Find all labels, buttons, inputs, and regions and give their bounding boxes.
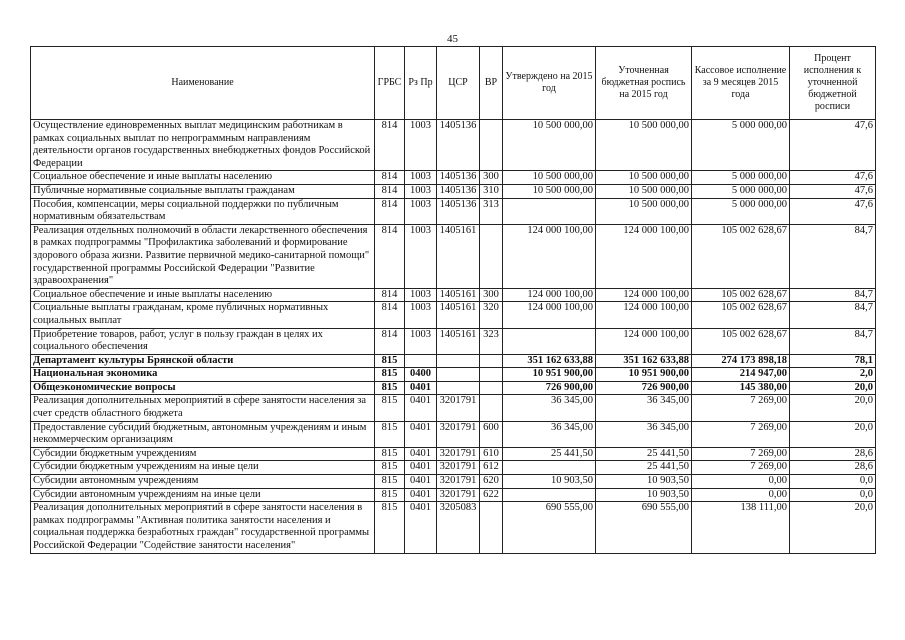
- cell-percent: 47,6: [790, 171, 876, 185]
- cell-grbs: 815: [375, 368, 405, 382]
- cell-approved: [503, 488, 596, 502]
- cell-name: Реализация отдельных полномочий в области лекарственного обеспечения в рамках подпрограммы "Профилактика заболеваний и формирование здорового образа жизни. Развитие первичной медико-санитарной помощи" государственной программы Российской Федерации "Развитие здравоохранения": [31, 224, 375, 288]
- cell-percent: 20,0: [790, 395, 876, 421]
- cell-cash: 5 000 000,00: [692, 198, 790, 224]
- header-cash: Кассовое исполнение за 9 месяцев 2015 года: [692, 47, 790, 120]
- cell-approved: 10 500 000,00: [503, 171, 596, 185]
- cell-percent: 47,6: [790, 120, 876, 171]
- cell-approved: 10 500 000,00: [503, 120, 596, 171]
- cell-percent: 47,6: [790, 198, 876, 224]
- cell-csr: [437, 368, 480, 382]
- cell-grbs: 815: [375, 475, 405, 489]
- cell-rzpr: 1003: [405, 328, 437, 354]
- cell-grbs: 814: [375, 288, 405, 302]
- cell-cash: 105 002 628,67: [692, 224, 790, 288]
- cell-grbs: 814: [375, 198, 405, 224]
- cell-approved: 25 441,50: [503, 447, 596, 461]
- cell-refined: 10 500 000,00: [596, 198, 692, 224]
- cell-percent: 0,0: [790, 488, 876, 502]
- header-name: Наименование: [31, 47, 375, 120]
- cell-percent: 28,6: [790, 461, 876, 475]
- cell-cash: 105 002 628,67: [692, 328, 790, 354]
- cell-csr: 1405136: [437, 184, 480, 198]
- cell-name: Общеэкономические вопросы: [31, 381, 375, 395]
- cell-csr: 3205083: [437, 502, 480, 553]
- cell-approved: 124 000 100,00: [503, 288, 596, 302]
- cell-grbs: 814: [375, 184, 405, 198]
- cell-name: Субсидии автономным учреждениям: [31, 475, 375, 489]
- cell-name: Социальные выплаты гражданам, кроме публичных нормативных социальных выплат: [31, 302, 375, 328]
- cell-refined: 124 000 100,00: [596, 328, 692, 354]
- cell-csr: 3201791: [437, 475, 480, 489]
- cell-vr: 610: [480, 447, 503, 461]
- table-row: [31, 368, 876, 382]
- cell-grbs: 814: [375, 120, 405, 171]
- cell-rzpr: 1003: [405, 302, 437, 328]
- cell-approved: 10 903,50: [503, 475, 596, 489]
- cell-rzpr: 1003: [405, 198, 437, 224]
- cell-approved: 10 500 000,00: [503, 184, 596, 198]
- cell-name: Субсидии бюджетным учреждениям: [31, 447, 375, 461]
- cell-cash: 5 000 000,00: [692, 184, 790, 198]
- cell-refined: 25 441,50: [596, 461, 692, 475]
- cell-grbs: 815: [375, 381, 405, 395]
- cell-cash: 274 173 898,18: [692, 354, 790, 368]
- cell-refined: 10 951 900,00: [596, 368, 692, 382]
- cell-approved: 726 900,00: [503, 381, 596, 395]
- cell-name: Национальная экономика: [31, 368, 375, 382]
- cell-cash: 105 002 628,67: [692, 288, 790, 302]
- table-row: [31, 381, 876, 395]
- cell-rzpr: [405, 354, 437, 368]
- cell-approved: [503, 328, 596, 354]
- cell-approved: 36 345,00: [503, 421, 596, 447]
- cell-grbs: 815: [375, 502, 405, 553]
- cell-refined: 10 500 000,00: [596, 120, 692, 171]
- cell-rzpr: 0401: [405, 381, 437, 395]
- header-refined: Уточненная бюджетная роспись на 2015 год: [596, 47, 692, 120]
- cell-approved: 10 951 900,00: [503, 368, 596, 382]
- cell-percent: 84,7: [790, 328, 876, 354]
- cell-percent: 2,0: [790, 368, 876, 382]
- cell-rzpr: 0401: [405, 461, 437, 475]
- cell-name: Субсидии автономным учреждениям на иные цели: [31, 488, 375, 502]
- cell-refined: 124 000 100,00: [596, 288, 692, 302]
- cell-refined: 10 500 000,00: [596, 171, 692, 185]
- cell-vr: [480, 395, 503, 421]
- cell-vr: 320: [480, 302, 503, 328]
- table-row: [31, 502, 876, 553]
- cell-refined: 10 500 000,00: [596, 184, 692, 198]
- cell-refined: 10 903,50: [596, 475, 692, 489]
- cell-refined: 124 000 100,00: [596, 224, 692, 288]
- cell-rzpr: 1003: [405, 184, 437, 198]
- cell-grbs: 814: [375, 171, 405, 185]
- cell-vr: [480, 224, 503, 288]
- cell-percent: 28,6: [790, 447, 876, 461]
- cell-rzpr: 0401: [405, 447, 437, 461]
- cell-csr: 1405161: [437, 288, 480, 302]
- header-vr: ВР: [480, 47, 503, 120]
- table-row: [31, 198, 876, 224]
- header-rzpr: Рз Пр: [405, 47, 437, 120]
- table-row: [31, 328, 876, 354]
- cell-cash: 7 269,00: [692, 447, 790, 461]
- cell-vr: 300: [480, 171, 503, 185]
- cell-vr: [480, 354, 503, 368]
- cell-grbs: 815: [375, 488, 405, 502]
- cell-rzpr: 1003: [405, 171, 437, 185]
- cell-percent: 20,0: [790, 381, 876, 395]
- header-csr: ЦСР: [437, 47, 480, 120]
- table-row: [31, 475, 876, 489]
- table-header-row: [31, 47, 876, 120]
- cell-csr: 1405161: [437, 224, 480, 288]
- cell-rzpr: 0401: [405, 421, 437, 447]
- cell-rzpr: 1003: [405, 224, 437, 288]
- cell-vr: [480, 502, 503, 553]
- header-approved: Утверждено на 2015 год: [503, 47, 596, 120]
- cell-vr: 622: [480, 488, 503, 502]
- cell-approved: 124 000 100,00: [503, 224, 596, 288]
- cell-cash: 0,00: [692, 488, 790, 502]
- cell-refined: 726 900,00: [596, 381, 692, 395]
- cell-rzpr: 0401: [405, 475, 437, 489]
- cell-csr: 1405161: [437, 328, 480, 354]
- table-row: [31, 461, 876, 475]
- cell-name: Реализация дополнительных мероприятий в сфере занятости населения за счет средств областного бюджета: [31, 395, 375, 421]
- cell-rzpr: 1003: [405, 120, 437, 171]
- cell-percent: 84,7: [790, 224, 876, 288]
- table-row: [31, 302, 876, 328]
- cell-name: Предоставление субсидий бюджетным, автономным учреждениям и иным некоммерческим организациям: [31, 421, 375, 447]
- cell-csr: [437, 354, 480, 368]
- table-body: [31, 120, 876, 554]
- table-row: [31, 224, 876, 288]
- cell-name: Приобретение товаров, работ, услуг в пользу граждан в целях их социального обеспечения: [31, 328, 375, 354]
- table-row: [31, 288, 876, 302]
- cell-approved: [503, 461, 596, 475]
- cell-name: Пособия, компенсации, меры социальной поддержки по публичным нормативным обязательствам: [31, 198, 375, 224]
- table-row: [31, 488, 876, 502]
- cell-grbs: 814: [375, 302, 405, 328]
- cell-vr: 620: [480, 475, 503, 489]
- cell-cash: 7 269,00: [692, 395, 790, 421]
- cell-csr: 3201791: [437, 421, 480, 447]
- header-percent: Процент исполнения к уточненной бюджетной росписи: [790, 47, 876, 120]
- cell-cash: 5 000 000,00: [692, 120, 790, 171]
- table-row: [31, 120, 876, 171]
- cell-cash: 0,00: [692, 475, 790, 489]
- cell-approved: 124 000 100,00: [503, 302, 596, 328]
- cell-csr: 3201791: [437, 447, 480, 461]
- cell-refined: 351 162 633,88: [596, 354, 692, 368]
- cell-vr: 612: [480, 461, 503, 475]
- cell-percent: 20,0: [790, 502, 876, 553]
- cell-percent: 20,0: [790, 421, 876, 447]
- table-row: [31, 421, 876, 447]
- table-row: [31, 184, 876, 198]
- cell-grbs: 815: [375, 354, 405, 368]
- page-number: 45: [447, 33, 458, 45]
- cell-csr: [437, 381, 480, 395]
- table-row: [31, 171, 876, 185]
- cell-refined: 36 345,00: [596, 421, 692, 447]
- cell-rzpr: 1003: [405, 288, 437, 302]
- cell-csr: 3201791: [437, 461, 480, 475]
- cell-cash: 7 269,00: [692, 421, 790, 447]
- cell-vr: [480, 120, 503, 171]
- cell-cash: 145 380,00: [692, 381, 790, 395]
- cell-vr: [480, 368, 503, 382]
- cell-approved: [503, 198, 596, 224]
- cell-vr: 300: [480, 288, 503, 302]
- cell-name: Реализация дополнительных мероприятий в сфере занятости населения в рамках подпрограммы "Активная политика занятости населения и социальная поддержка безработных граждан" государственной программы Российской Федерации "Содействие занятости населения": [31, 502, 375, 553]
- cell-vr: 313: [480, 198, 503, 224]
- table-row: [31, 354, 876, 368]
- cell-grbs: 815: [375, 421, 405, 447]
- cell-cash: 105 002 628,67: [692, 302, 790, 328]
- cell-name: Социальное обеспечение и иные выплаты населению: [31, 171, 375, 185]
- cell-cash: 214 947,00: [692, 368, 790, 382]
- cell-rzpr: 0400: [405, 368, 437, 382]
- cell-csr: 1405136: [437, 120, 480, 171]
- cell-vr: 310: [480, 184, 503, 198]
- cell-refined: 10 903,50: [596, 488, 692, 502]
- cell-approved: 690 555,00: [503, 502, 596, 553]
- budget-execution-table: [30, 46, 876, 554]
- cell-vr: 323: [480, 328, 503, 354]
- cell-refined: 124 000 100,00: [596, 302, 692, 328]
- cell-name: Субсидии бюджетным учреждениям на иные цели: [31, 461, 375, 475]
- cell-percent: 0,0: [790, 475, 876, 489]
- cell-vr: 600: [480, 421, 503, 447]
- cell-rzpr: 0401: [405, 395, 437, 421]
- cell-name: Социальное обеспечение и иные выплаты населению: [31, 288, 375, 302]
- cell-refined: 690 555,00: [596, 502, 692, 553]
- cell-refined: 25 441,50: [596, 447, 692, 461]
- cell-approved: 351 162 633,88: [503, 354, 596, 368]
- cell-percent: 84,7: [790, 288, 876, 302]
- cell-rzpr: 0401: [405, 502, 437, 553]
- header-grbs: ГРБС: [375, 47, 405, 120]
- cell-cash: 7 269,00: [692, 461, 790, 475]
- cell-grbs: 815: [375, 395, 405, 421]
- cell-grbs: 814: [375, 328, 405, 354]
- cell-approved: 36 345,00: [503, 395, 596, 421]
- cell-csr: 3201791: [437, 488, 480, 502]
- table-row: [31, 447, 876, 461]
- cell-csr: 1405136: [437, 171, 480, 185]
- cell-percent: 47,6: [790, 184, 876, 198]
- cell-grbs: 815: [375, 461, 405, 475]
- cell-grbs: 815: [375, 447, 405, 461]
- cell-csr: 1405161: [437, 302, 480, 328]
- cell-cash: 5 000 000,00: [692, 171, 790, 185]
- cell-refined: 36 345,00: [596, 395, 692, 421]
- cell-name: Публичные нормативные социальные выплаты гражданам: [31, 184, 375, 198]
- cell-csr: 3201791: [437, 395, 480, 421]
- cell-csr: 1405136: [437, 198, 480, 224]
- cell-percent: 84,7: [790, 302, 876, 328]
- cell-percent: 78,1: [790, 354, 876, 368]
- cell-grbs: 814: [375, 224, 405, 288]
- cell-name: Осуществление единовременных выплат медицинским работникам в рамках социальных выплат по непрограммным направлениям деятельности органов государственных внебюджетных фондов Российской Федерации: [31, 120, 375, 171]
- cell-vr: [480, 381, 503, 395]
- table-row: [31, 395, 876, 421]
- cell-name: Департамент культуры Брянской области: [31, 354, 375, 368]
- cell-cash: 138 111,00: [692, 502, 790, 553]
- cell-rzpr: 0401: [405, 488, 437, 502]
